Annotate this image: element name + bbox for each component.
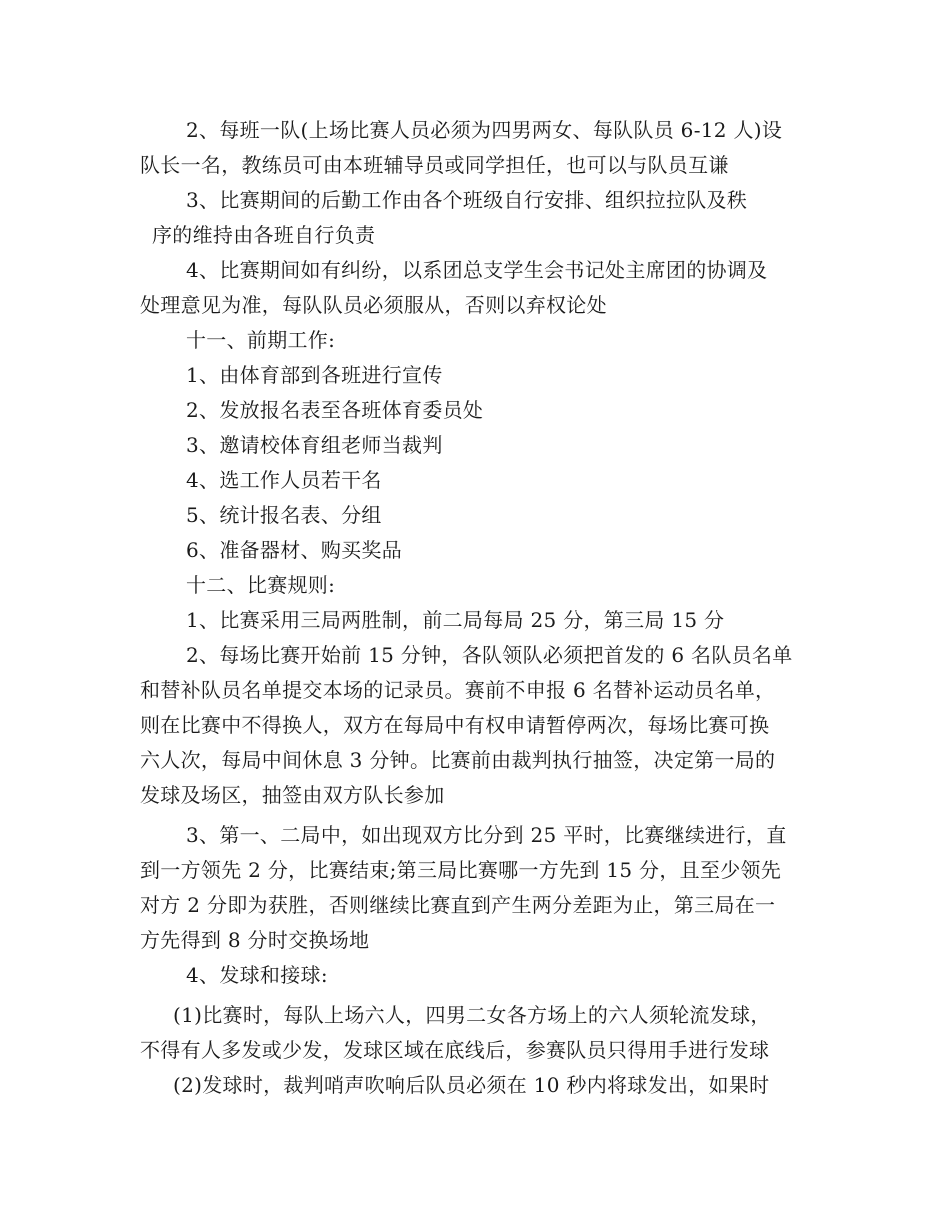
paragraph-line: 发球及场区，抽签由双方队长参加 — [140, 783, 445, 807]
paragraph-line: 4、比赛期间如有纠纷，以系团总支学生会书记处主席团的协调及 — [186, 258, 768, 282]
paragraph-line: 对方 2 分即为获胜，否则继续比赛直到产生两分差距为止，第三局在一 — [140, 893, 776, 917]
paragraph-line: 到一方领先 2 分，比赛结束;第三局比赛哪一方先到 15 分，且至少领先 — [140, 858, 782, 882]
paragraph-line: (1)比赛时，每队上场六人，四男二女各方场上的六人须轮流发球， — [173, 1003, 771, 1027]
list-item: 2、发放报名表至各班体育委员处 — [186, 398, 484, 422]
paragraph-line: 1、比赛采用三局两胜制，前二局每局 25 分，第三局 15 分 — [186, 608, 725, 632]
paragraph-line: 方先得到 8 分时交换场地 — [140, 928, 370, 952]
paragraph-line: 序的维持由各班自行负责 — [152, 223, 376, 247]
paragraph-line: 则在比赛中不得换人，双方在每局中有权申请暂停两次，每场比赛可换 — [140, 713, 770, 737]
paragraph-line: 3、第一、二局中，如出现双方比分到 25 平时，比赛继续进行，直 — [186, 823, 787, 847]
list-item: 5、统计报名表、分组 — [186, 503, 382, 527]
paragraph-line: 处理意见为准，每队队员必须服从，否则以弃权论处 — [140, 293, 607, 317]
paragraph-line: 3、比赛期间的后勤工作由各个班级自行安排、组织拉拉队及秩 — [186, 188, 748, 212]
paragraph-line: (2)发球时，裁判哨声吹响后队员必须在 10 秒内将球发出，如果时 — [173, 1073, 770, 1097]
section-heading: 十一、前期工作: — [186, 328, 336, 352]
list-item: 6、准备器材、购买奖品 — [186, 538, 403, 562]
section-heading: 十二、比赛规则: — [186, 573, 336, 597]
paragraph-line: 2、每班一队(上场比赛人员必须为四男两女、每队队员 6-12 人)设 — [186, 118, 783, 142]
list-item: 4、选工作人员若干名 — [186, 468, 382, 492]
paragraph-line: 4、发球和接球: — [186, 963, 328, 987]
list-item: 3、邀请校体育组老师当裁判 — [186, 433, 443, 457]
paragraph-line: 不得有人多发或少发，发球区域在底线后，参赛队员只得用手进行发球 — [140, 1038, 770, 1062]
paragraph-line: 2、每场比赛开始前 15 分钟，各队领队必须把首发的 6 名队员名单 — [186, 643, 793, 667]
paragraph-line: 和替补队员名单提交本场的记录员。赛前不申报 6 名替补运动员名单， — [140, 678, 776, 702]
list-item: 1、由体育部到各班进行宣传 — [186, 363, 443, 387]
paragraph-line: 队长一名，教练员可由本班辅导员或同学担任，也可以与队员互谦 — [140, 153, 729, 177]
paragraph-line: 六人次，每局中间休息 3 分钟。比赛前由裁判执行抽签，决定第一局的 — [140, 748, 776, 772]
